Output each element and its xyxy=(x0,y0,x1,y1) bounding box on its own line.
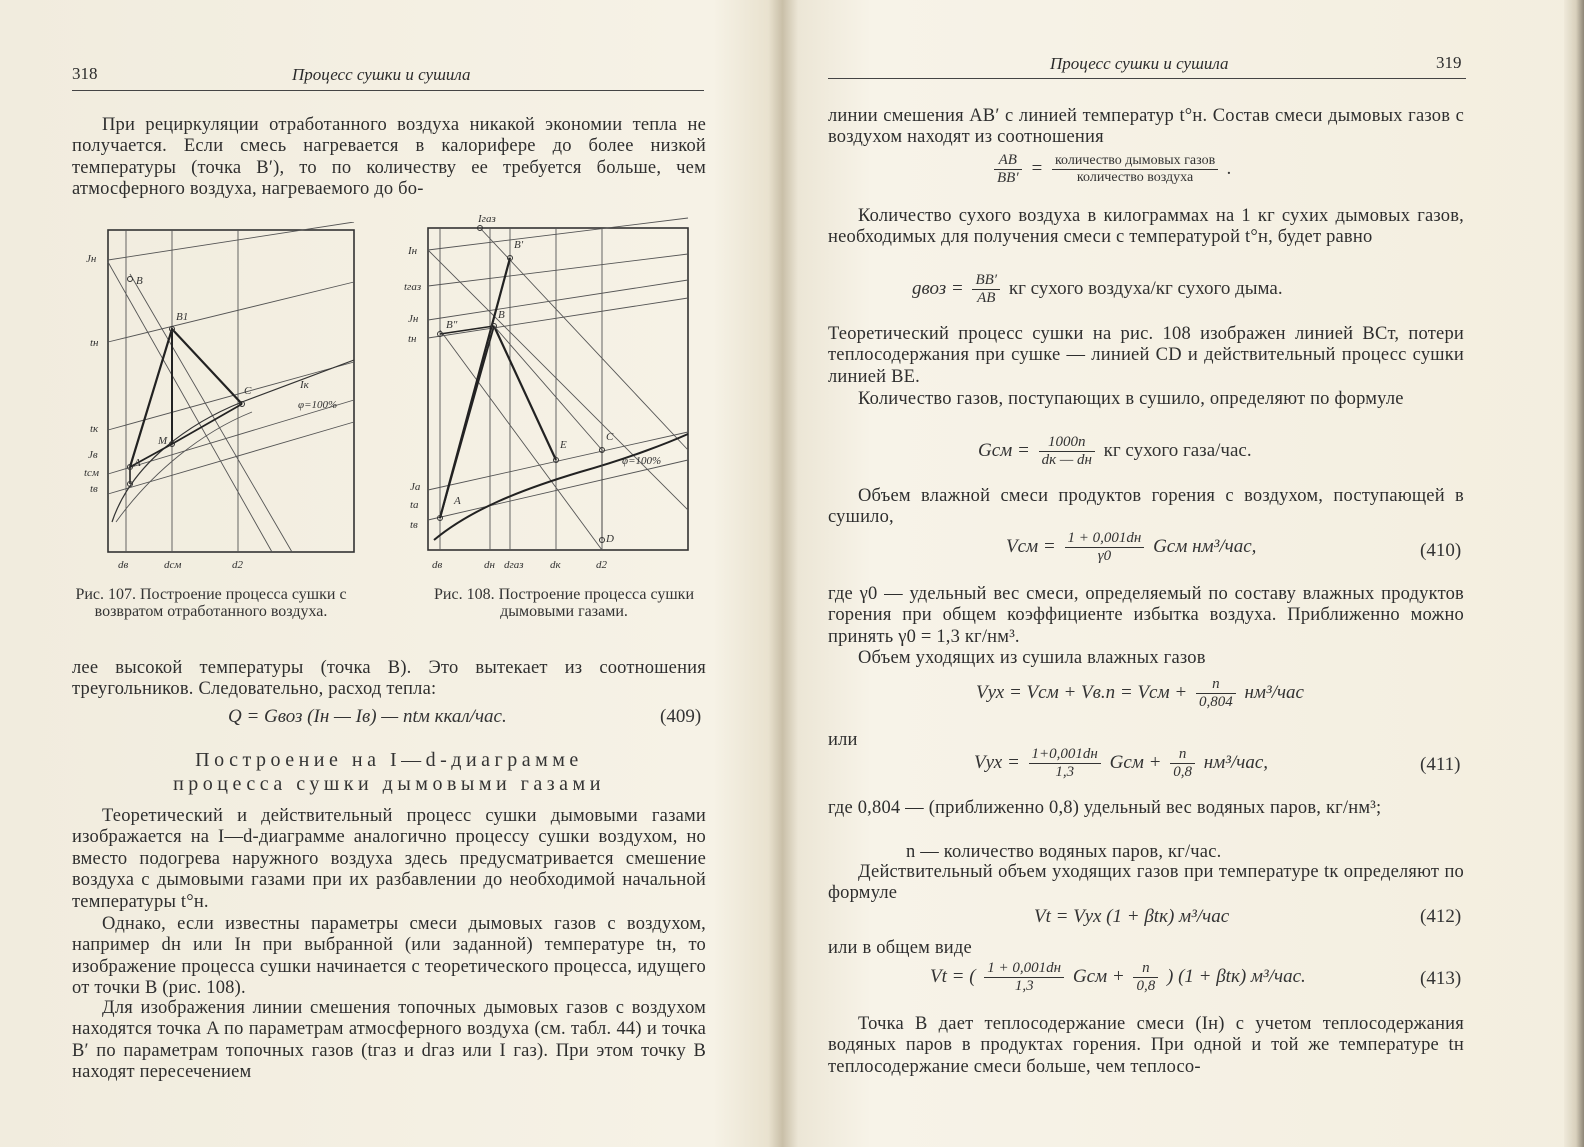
fig108-label-In: Iн xyxy=(408,245,418,257)
figure-108-caption: Рис. 108. Построение процесса сушки дымовыми газами. xyxy=(434,586,694,620)
ratio-formula: $\frac{AB}{BB'}$ = $\frac{\text{количество дымовых газов}}{\text{количество воздуха}}$ . xyxy=(990,152,1232,187)
eq-number-413: (413) xyxy=(1420,968,1462,989)
eq-number-410: (410) xyxy=(1420,540,1462,561)
figure-107-diagram xyxy=(72,222,372,574)
fig107-label-tk: tк xyxy=(90,423,99,435)
fig107-label-A: A xyxy=(134,457,141,469)
left-para-5: Для изображения линии смешения топочных дымовых газов с воздухом находятся точка A по параметрам атмосферного воздуха (см. табл. 44) и точка B′ по параметрам топочных газов (tгаз и dгаз или I газ). При этом точку B находят пересечением xyxy=(72,998,706,1083)
running-head-left: Процесс сушки и сушила xyxy=(292,65,471,84)
fig107-label-Jn: Jн xyxy=(86,253,97,265)
gvoz-formula: gвоз = $\frac{BB'}{AB}$ кг сухого воздуха/кг сухого дыма. xyxy=(912,272,1283,306)
where-line-2: n — количество водяных паров, кг/час. xyxy=(906,842,1222,862)
fig108-label-dgaz: dгаз xyxy=(504,559,524,571)
fig107-label-B: B xyxy=(136,275,143,287)
gsm-formula: Gсм = $\frac{1000n}{dк — dн}$ кг сухого газа/час. xyxy=(978,434,1252,468)
fig108-label-dk: dк xyxy=(550,559,561,571)
fig107-label-tsm: tсм xyxy=(84,467,99,479)
vsm-formula: Vсм = $\frac{1 + 0,001dн}{\gamma 0}$ Gсм нм³/час, xyxy=(1006,530,1257,564)
right-para-5: Объем влажной смеси продуктов горения с воздухом, поступающей в сушило, xyxy=(828,486,1464,528)
right-para-9: Точка B дает теплосодержание смеси (Iн) с учетом теплосодержания водяных паров в продуктах горения. При одной и той же температуре tн теплосодержание смеси больше, чем теплосо- xyxy=(828,1014,1464,1077)
fig107-label-Ik: Iк xyxy=(300,379,309,391)
left-para-4: Однако, если известны параметры смеси дымовых газов с воздухом, например dн или Iн при выбранной (или заданной) температуре tн, то изображение процесса сушки начинается с теоретического процесса, идущего от точки B (рис. 108). xyxy=(72,914,706,999)
fig108-label-D: D xyxy=(606,533,614,545)
fig108-label-tn: tн xyxy=(408,333,417,345)
fig107-label-M: M xyxy=(158,435,168,447)
eq-number-411: (411) xyxy=(1420,754,1461,775)
page-number-right: 319 xyxy=(1436,53,1462,72)
section-heading-line-2: процесса сушки дымовыми газами xyxy=(173,773,605,795)
vux-formula-2: Vух = $\frac{1+0,001dн}{1,3}$ Gсм + $\frac{n}{0,8}$ нм³/час, xyxy=(974,746,1269,780)
fig108-label-Igaz-top: Iгаз xyxy=(478,213,496,225)
fig108-label-Jn: Jн xyxy=(408,313,419,325)
or-word-1: или xyxy=(828,730,858,750)
right-para-2: Количество сухого воздуха в килограммах на 1 кг сухих дымовых газов, необходимых для получения смеси с температурой t°н, будет равно xyxy=(828,206,1464,248)
fig108-label-B2: B″ xyxy=(446,319,458,331)
fig107-label-dv: dв xyxy=(118,559,129,571)
vt-formula-1: Vt = Vух (1 + βtк) м³/час xyxy=(1034,906,1230,927)
right-para-7: Объем уходящих из сушила влажных газов xyxy=(858,648,1206,668)
fig107-label-dsm: dсм xyxy=(164,559,182,571)
fig108-label-d2: d2 xyxy=(596,559,607,571)
fig107-label-tv: tв xyxy=(90,483,98,495)
fig108-label-A: A xyxy=(454,495,461,507)
fig108-label-tv: tв xyxy=(410,519,418,531)
running-head-right: Процесс сушки и сушила xyxy=(1050,54,1229,73)
left-page xyxy=(0,0,780,1147)
right-para-8: Действительный объем уходящих газов при температуре tк определяют по формуле xyxy=(828,862,1464,904)
page-number-left: 318 xyxy=(72,64,98,83)
eq-number-412: (412) xyxy=(1420,906,1462,927)
fig108-label-dv: dв xyxy=(432,559,443,571)
fig107-label-d2: d2 xyxy=(232,559,243,571)
fig108-label-dn: dн xyxy=(484,559,495,571)
fig108-label-Bprime: B′ xyxy=(514,239,524,251)
vux-formula-1: Vух = Vсм + Vв.п = Vсм + $\frac{n}{0,804}$ нм³/час xyxy=(976,676,1304,710)
fig108-label-tgaz: tгаз xyxy=(404,281,422,293)
right-para-3: Теоретический процесс сушки на рис. 108 изображен линией BCт, потери теплосодержания при сушке — линией CD и действительный процесс сушки линией BE. xyxy=(828,324,1464,387)
right-para-1: линии смешения AB′ с линией температур t°н. Состав смеси дымовых газов с воздухом находят из соотношения xyxy=(828,106,1464,148)
fig108-label-phi: φ=100% xyxy=(622,455,662,467)
where-line-1: где 0,804 — (приближенно 0,8) удельный вес водяных паров, кг/нм³; xyxy=(828,798,1382,818)
left-para-2: лее высокой температуры (точка B). Это вытекает из соотношения треугольников. Следовательно, расход тепла: xyxy=(72,658,706,700)
vt-formula-2: Vt = ( $\frac{1 + 0,001dн}{1,3}$ Gсм + $\frac{n}{0,8}$ ) (1 + βtк) м³/час. xyxy=(930,960,1306,994)
section-heading-line-1: Построение на I—d-диаграмме xyxy=(195,749,583,771)
right-page xyxy=(800,0,1584,1147)
fig107-label-phi: φ=100% xyxy=(298,399,338,411)
formula-409: Q = Gвоз (Iн — Iв) — ntм ккал/час. xyxy=(228,706,507,727)
header-rule-right xyxy=(828,78,1466,79)
fig108-label-C: C xyxy=(606,431,614,443)
fig108-label-Ja: Jа xyxy=(410,481,421,493)
fig107-label-B1: B1 xyxy=(176,311,189,323)
eq-number-409: (409) xyxy=(660,706,702,727)
fig107-label-tn: tн xyxy=(90,337,99,349)
figure-107-caption: Рис. 107. Построение процесса сушки с возвратом отработанного воздуха. xyxy=(75,586,347,620)
left-para-3: Теоретический и действительный процесс сушки дымовыми газами изображается на I—d-диаграмме аналогично процессу сушки воздухом, но вместо подогрева наружного воздуха здесь предусматривается смешение воздуха с дымовыми газами при их разбавлении до необходимой начальной температуры t°н. xyxy=(72,806,706,912)
figure-108-diagram xyxy=(400,210,700,576)
fig108-label-ta: tа xyxy=(410,499,419,511)
or-word-2: или в общем виде xyxy=(828,938,972,958)
header-rule-left xyxy=(72,90,704,91)
left-para-1: При рециркуляции отработанного воздуха никакой экономии тепла не получается. Если смесь нагревается в калорифере до более низкой температуры (точка B′), то по количеству ее требуется больше, чем атмосферного воздуха, нагреваемого до бо- xyxy=(72,115,706,200)
right-para-4: Количество газов, поступающих в сушило, определяют по формуле xyxy=(858,389,1404,409)
fig108-label-E: E xyxy=(560,439,567,451)
page-edge-shadow xyxy=(1564,0,1584,1147)
fig107-label-Jv: Jв xyxy=(88,449,98,461)
fig108-label-B: B xyxy=(498,309,505,321)
right-para-6: где γ0 — удельный вес смеси, определяемый по составу влажных продуктов горения при общем коэффициенте избытка воздуха. Приближенно можно принять γ0 = 1,3 кг/нм³. xyxy=(828,584,1464,647)
fig107-label-C: C xyxy=(244,385,252,397)
